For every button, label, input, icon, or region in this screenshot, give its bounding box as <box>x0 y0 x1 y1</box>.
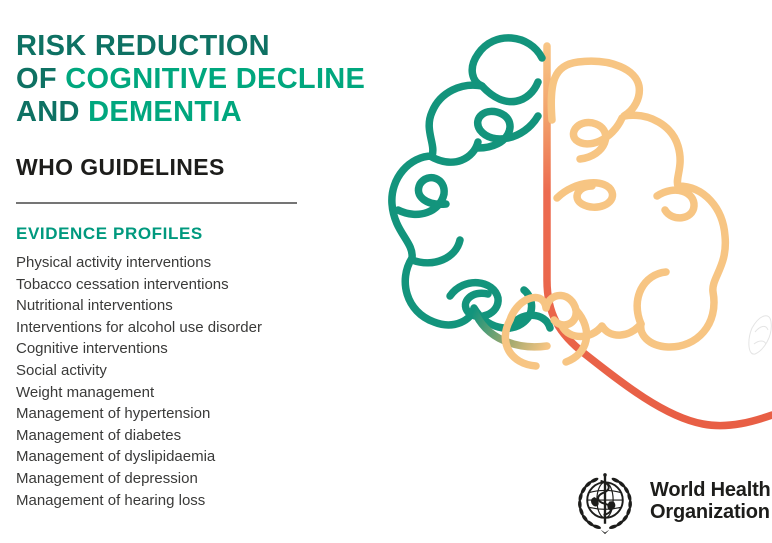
brain-doodle-illustration <box>360 28 772 488</box>
title-line2-prefix: OF <box>16 63 57 95</box>
brain-stem-line <box>547 46 772 426</box>
evidence-list-item: Weight management <box>16 383 155 401</box>
evidence-list-item: Management of hypertension <box>16 405 211 423</box>
divider-rule <box>16 202 297 204</box>
evidence-list-item: Social activity <box>16 361 107 379</box>
title-line3-emphasis: DEMENTIA <box>88 96 242 128</box>
evidence-list-item: Nutritional interventions <box>16 297 173 315</box>
evidence-list-item: Management of diabetes <box>16 426 182 444</box>
who-emblem-icon <box>568 469 642 543</box>
evidence-list-item: Tobacco cessation interventions <box>16 275 229 293</box>
page-title <box>16 30 365 129</box>
title-line3-prefix: AND <box>16 96 80 128</box>
who-logo <box>568 469 771 543</box>
title-line1: RISK REDUCTION <box>16 30 270 62</box>
evidence-profiles-list <box>16 252 262 511</box>
title-line2-emphasis: COGNITIVE DECLINE <box>65 63 366 95</box>
evidence-list-item: Management of hearing loss <box>16 491 206 509</box>
evidence-list-item: Management of depression <box>16 469 198 487</box>
brain-right-hemisphere <box>505 61 725 366</box>
evidence-list-item: Cognitive interventions <box>16 340 168 358</box>
evidence-profiles-heading: EVIDENCE PROFILES <box>16 224 203 243</box>
evidence-list-item: Interventions for alcohol use disorder <box>16 318 262 336</box>
who-logo-line2: Organization <box>650 501 770 523</box>
evidence-list-item: Management of dyslipidaemia <box>16 448 216 466</box>
who-logo-line1: World Health <box>650 479 771 501</box>
brain-left-hemisphere <box>392 38 550 328</box>
who-logo-text <box>650 479 771 523</box>
subtitle-who-guidelines: WHO GUIDELINES <box>16 154 225 180</box>
faint-background-sketch <box>749 316 771 354</box>
evidence-list-item: Physical activity interventions <box>16 254 212 271</box>
